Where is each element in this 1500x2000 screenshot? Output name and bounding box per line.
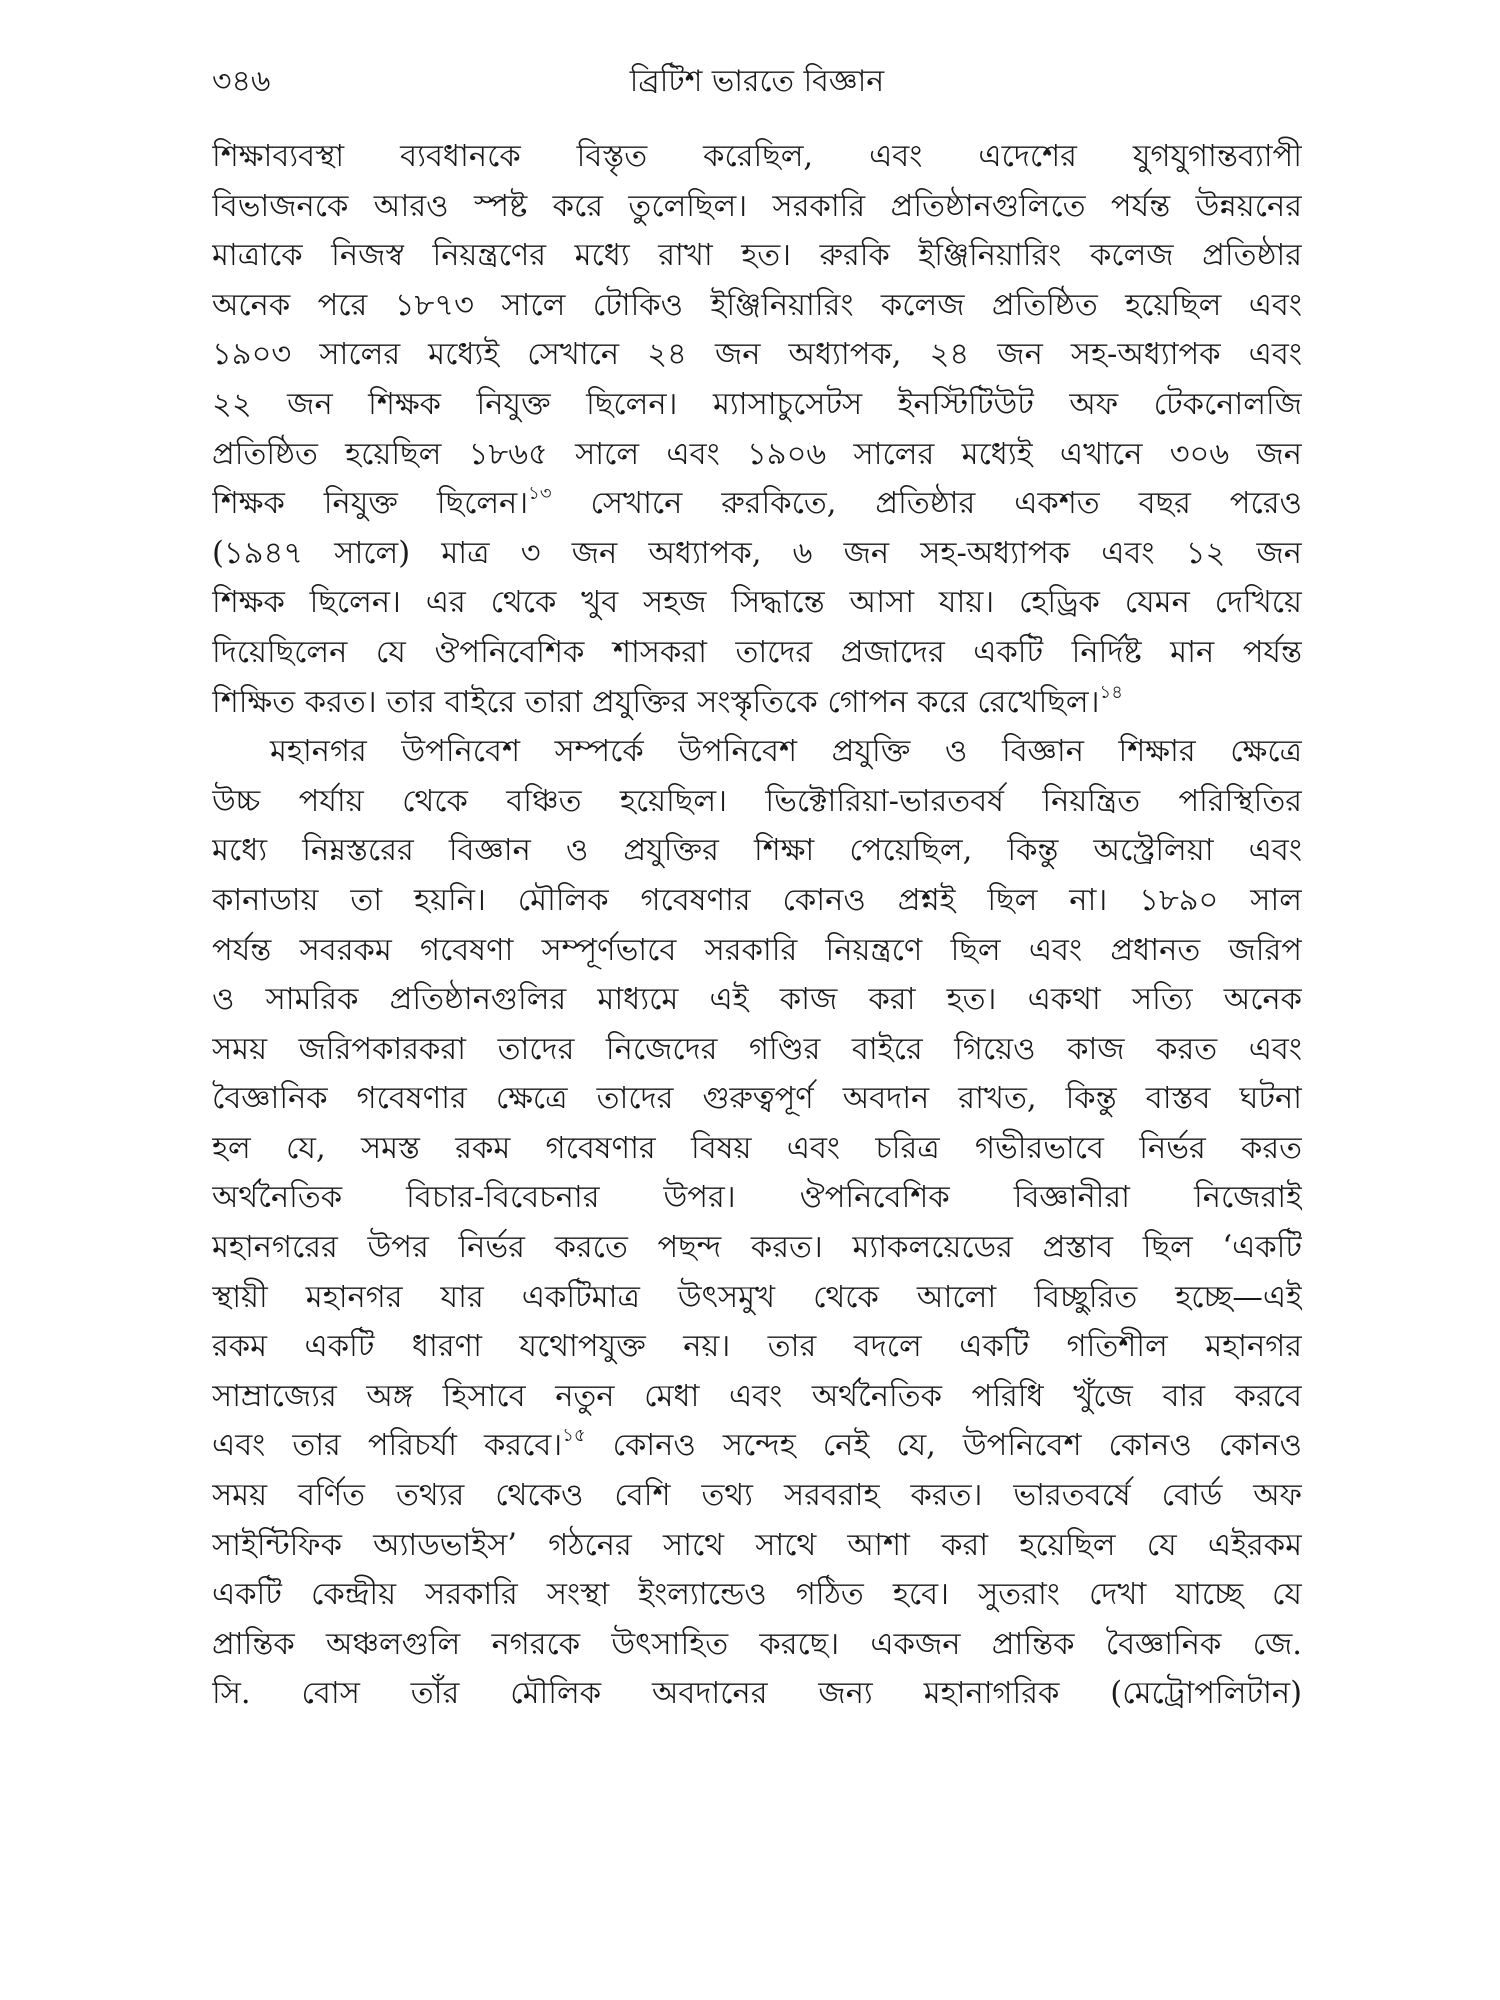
- running-header: [212, 52, 1302, 112]
- body-text: [212, 132, 1302, 1719]
- text-line: [212, 1620, 1302, 1670]
- line-text: প্রতিষ্ঠিত হয়েছিল ১৮৬৫ সালে এবং ১৯০৬ সালের মধ্যেই এখানে ৩০৬ জন: [212, 436, 1302, 472]
- text-line: [212, 1372, 1302, 1422]
- paragraph: [212, 132, 1302, 727]
- text-line: [212, 826, 1302, 876]
- line-text: সময় বর্ণিত তথ্যর থেকেও বেশি তথ্য সরবরাহ করত। ভারতবর্ষে বোর্ড অফ: [212, 1478, 1302, 1514]
- line-text: (১৯৪৭ সালে) মাত্র ৩ জন অধ্যাপক, ৬ জন সহ-অধ্যাপক এবং ১২ জন: [212, 535, 1302, 571]
- text-line: [212, 132, 1302, 182]
- text-line: [212, 1124, 1302, 1174]
- line-text-continued: সেখানে রুরকিতে, প্রতিষ্ঠার একশত বছর পরেও: [551, 486, 1302, 522]
- text-line: [212, 182, 1302, 232]
- line-text: সি. বোস তাঁর মৌলিক অবদানের জন্য মহানাগরিক (মেট্রোপলিটান): [212, 1676, 1302, 1712]
- text-line: [212, 1025, 1302, 1075]
- text-line: [212, 727, 1302, 777]
- line-text: কানাডায় তা হয়নি। মৌলিক গবেষণার কোনও প্রশ্নই ছিল না। ১৮৯০ সাল: [212, 882, 1302, 918]
- text-line: [212, 231, 1302, 281]
- text-line: [212, 380, 1302, 430]
- text-line: [212, 1570, 1302, 1620]
- line-text: মহানগরের উপর নির্ভর করতে পছন্দ করত। ম্যাকলয়েডের প্রস্তাব ছিল ‘একটি: [212, 1230, 1302, 1266]
- text-line: [212, 578, 1302, 628]
- text-line: [212, 529, 1302, 579]
- line-text: বৈজ্ঞানিক গবেষণার ক্ষেত্রে তাদের গুরুত্বপূর্ণ অবদান রাখত, কিন্তু বাস্তব ঘটনা: [212, 1081, 1302, 1117]
- running-title: ব্রিটিশ ভারতে বিজ্ঞান: [629, 64, 885, 99]
- text-line: [212, 777, 1302, 827]
- book-page: [212, 52, 1302, 1972]
- line-text: সাইন্টিফিক অ্যাডভাইস’ গঠনের সাথে সাথে আশা করা হয়েছিল যে এইরকম: [212, 1527, 1302, 1563]
- text-line: [212, 281, 1302, 331]
- footnote-marker: ১৫: [562, 1425, 586, 1447]
- line-text: ২২ জন শিক্ষক নিযুক্ত ছিলেন। ম্যাসাচুসেটস ইনস্টিটিউট অফ টেকনোলজি: [212, 386, 1302, 422]
- line-text: অর্থনৈতিক বিচার-বিবেচনার উপর। ঔপনিবেশিক বিজ্ঞানীরা নিজেরাই: [212, 1180, 1302, 1216]
- text-line: [212, 628, 1302, 678]
- line-text: একটি কেন্দ্রীয় সরকারি সংস্থা ইংল্যান্ডেও গঠিত হবে। সুতরাং দেখা যাচ্ছে যে: [212, 1577, 1302, 1613]
- line-text: সময় জরিপকারকরা তাদের নিজেদের গণ্ডির বাইরে গিয়েও কাজ করত এবং: [212, 1031, 1302, 1067]
- text-line: [212, 1471, 1302, 1521]
- line-text: দিয়েছিলেন যে ঔপনিবেশিক শাসকরা তাদের প্রজাদের একটি নির্দিষ্ট মান পর্যন্ত: [212, 634, 1302, 670]
- line-text: বিভাজনকে আরও স্পষ্ট করে তুলেছিল। সরকারি প্রতিষ্ঠানগুলিতে পর্যন্ত উন্নয়নের: [212, 188, 1302, 224]
- line-text: এবং তার পরিচর্যা করবে।: [212, 1428, 563, 1464]
- line-text-continued: কোনও সন্দেহ নেই যে, উপনিবেশ কোনও কোনও: [585, 1428, 1302, 1464]
- line-text: প্রান্তিক অঞ্চলগুলি নগরকে উৎসাহিত করছে। একজন প্রান্তিক বৈজ্ঞানিক জে.: [212, 1626, 1302, 1662]
- text-line: [212, 430, 1302, 480]
- line-text: শিক্ষক ছিলেন। এর থেকে খুব সহজ সিদ্ধান্তে আসা যায়। হেড্রিক যেমন দেখিয়ে: [212, 585, 1302, 621]
- text-line: [212, 876, 1302, 926]
- text-line: [212, 1322, 1302, 1372]
- line-text: রকম একটি ধারণা যথোপযুক্ত নয়। তার বদলে একটি গতিশীল মহানগর: [212, 1329, 1302, 1365]
- line-text: হল যে, সমস্ত রকম গবেষণার বিষয় এবং চরিত্র গভীরভাবে নির্ভর করত: [212, 1130, 1302, 1166]
- line-text: শিক্ষক নিযুক্ত ছিলেন।: [212, 486, 529, 522]
- page-number: ৩৪৬: [212, 64, 271, 99]
- line-text: সাম্রাজ্যের অঙ্গ হিসাবে নতুন মেধা এবং অর্থনৈতিক পরিধি খুঁজে বার করবে: [212, 1378, 1302, 1414]
- text-line: [212, 330, 1302, 380]
- footnote-marker: ১৩: [528, 483, 552, 505]
- text-line: [212, 1223, 1302, 1273]
- text-line: [212, 975, 1302, 1025]
- text-line: [212, 1669, 1302, 1719]
- text-line: [212, 1273, 1302, 1323]
- paragraph: [212, 727, 1302, 1719]
- text-line: [212, 678, 1302, 728]
- text-line: [212, 1421, 1302, 1471]
- line-text: ও সামরিক প্রতিষ্ঠানগুলির মাধ্যমে এই কাজ করা হত। একথা সত্যি অনেক: [212, 982, 1302, 1018]
- line-text: পর্যন্ত সবরকম গবেষণা সম্পূর্ণভাবে সরকারি নিয়ন্ত্রণে ছিল এবং প্রধানত জরিপ: [212, 932, 1302, 968]
- text-line: [212, 1521, 1302, 1571]
- line-text: মাত্রাকে নিজস্ব নিয়ন্ত্রণের মধ্যে রাখা হত। রুরকি ইঞ্জিনিয়ারিং কলেজ প্রতিষ্ঠার: [212, 238, 1302, 274]
- footnote-marker: ১৪: [1099, 681, 1123, 703]
- line-text: মহানগর উপনিবেশ সম্পর্কে উপনিবেশ প্রযুক্তি ও বিজ্ঞান শিক্ষার ক্ষেত্রে: [270, 734, 1302, 770]
- text-line: [212, 926, 1302, 976]
- text-line: [212, 479, 1302, 529]
- line-text: ১৯০৩ সালের মধ্যেই সেখানে ২৪ জন অধ্যাপক, ২৪ জন সহ-অধ্যাপক এবং: [212, 337, 1302, 373]
- text-line: [212, 1173, 1302, 1223]
- text-line: [212, 1074, 1302, 1124]
- line-text: উচ্চ পর্যায় থেকে বঞ্চিত হয়েছিল। ভিক্টোরিয়া-ভারতবর্ষ নিয়ন্ত্রিত পরিস্থিতির: [212, 783, 1302, 819]
- line-text: শিক্ষাব্যবস্থা ব্যবধানকে বিস্তৃত করেছিল, এবং এদেশের যুগযুগান্তব্যাপী: [212, 139, 1302, 174]
- line-text: শিক্ষিত করত। তার বাইরে তারা প্রযুক্তির সংস্কৃতিকে গোপন করে রেখেছিল।: [212, 684, 1100, 720]
- line-text: মধ্যে নিম্নস্তরের বিজ্ঞান ও প্রযুক্তির শিক্ষা পেয়েছিল, কিন্তু অস্ট্রেলিয়া এবং: [212, 833, 1302, 869]
- line-text: স্থায়ী মহানগর যার একটিমাত্র উৎসমুখ থেকে আলো বিচ্ছুরিত হচ্ছে—এই: [212, 1279, 1302, 1315]
- line-text: অনেক পরে ১৮৭৩ সালে টোকিও ইঞ্জিনিয়ারিং কলেজ প্রতিষ্ঠিত হয়েছিল এবং: [212, 287, 1302, 323]
